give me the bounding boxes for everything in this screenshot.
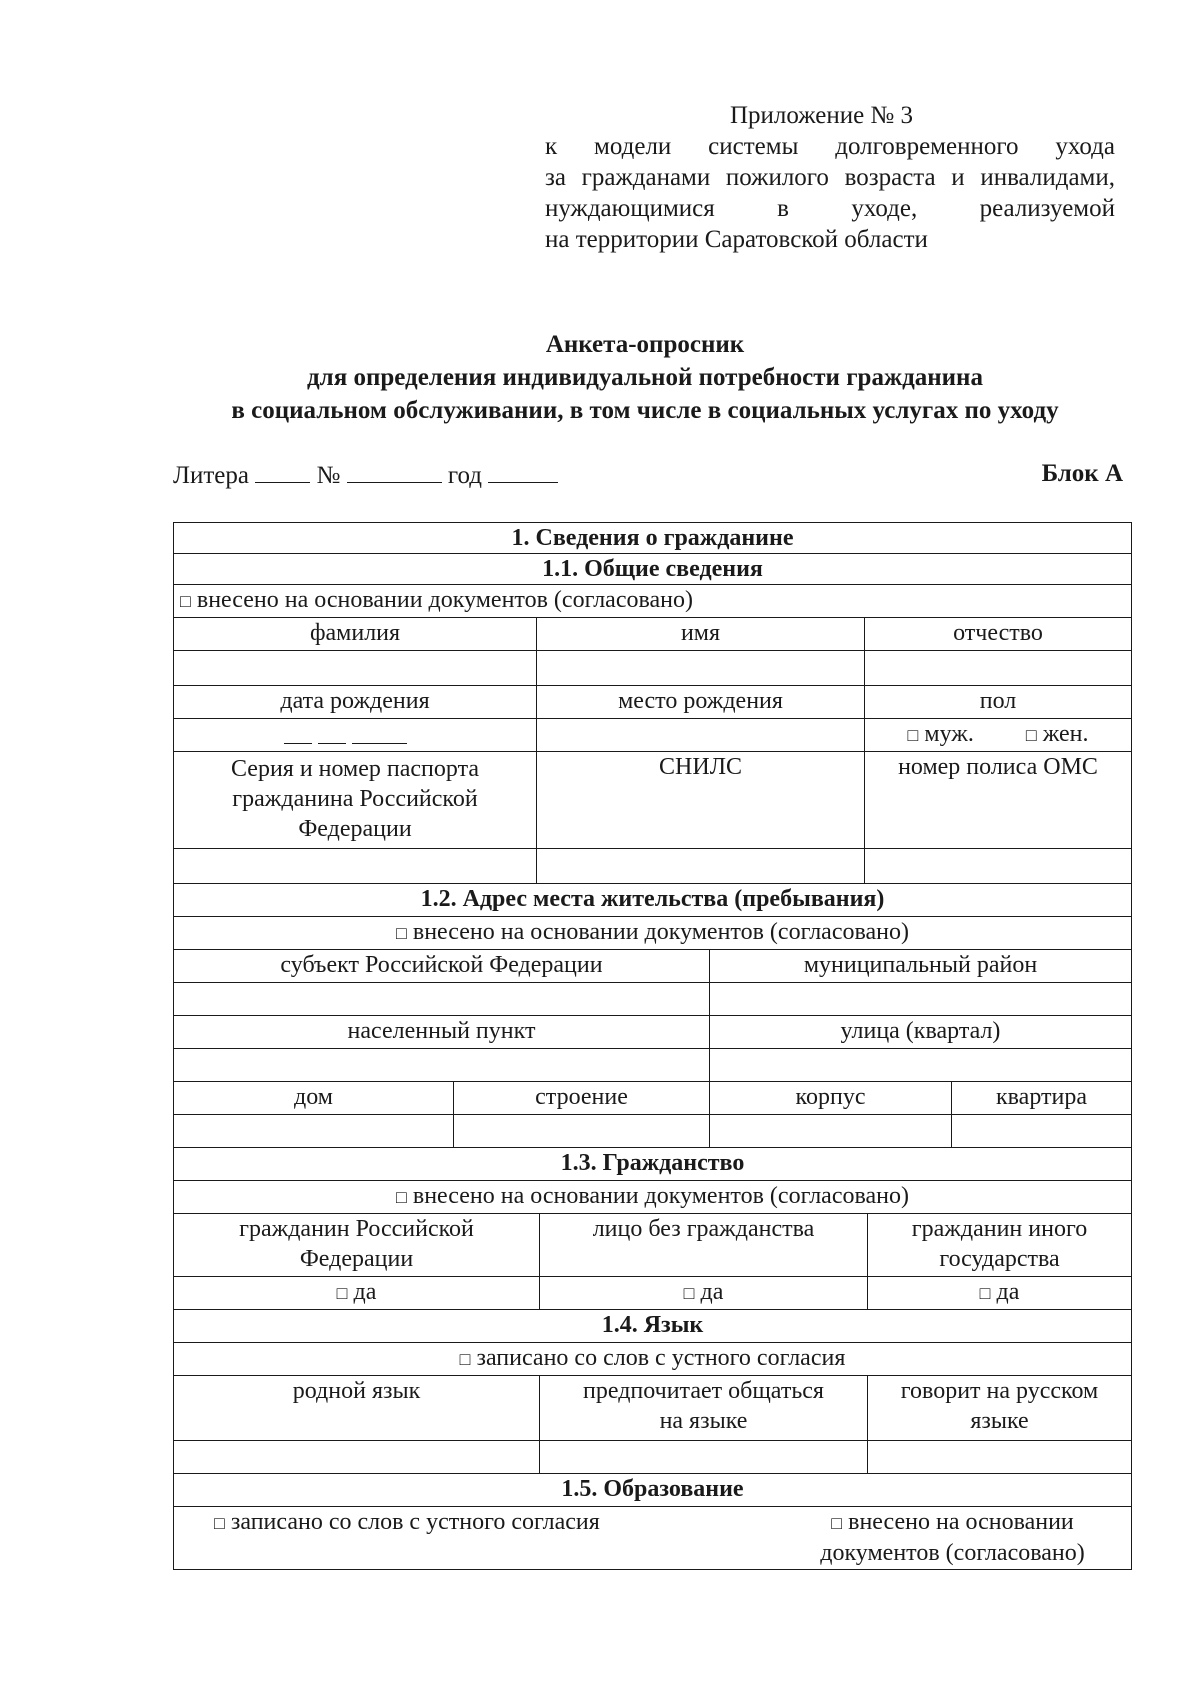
- passport-label: Серия и номер паспорта гражданина Российской Федерации: [174, 752, 537, 848]
- section-1-title: 1. Сведения о гражданине: [511, 525, 794, 551]
- section-1-3-note: [174, 1181, 1131, 1214]
- section-1-1-title: 1.1. Общие сведения: [542, 556, 763, 582]
- section-1-3-header: [174, 1148, 1131, 1181]
- appendix-line-3: нуждающимися в уходе, реализуемой: [545, 195, 1115, 222]
- passport-field[interactable]: [174, 849, 537, 883]
- section-1-1-header: [174, 554, 1131, 585]
- native-language-label: родной язык: [174, 1376, 540, 1440]
- building-label: строение: [454, 1082, 710, 1114]
- section-1-1-note: [174, 585, 1131, 618]
- name-field[interactable]: [537, 651, 865, 685]
- surname-label: фамилия: [174, 618, 537, 650]
- birth-values-row: [174, 719, 1131, 752]
- documents-labels-row: [174, 752, 1131, 849]
- birth-place-label: место рождения: [537, 686, 865, 718]
- yes-label: да: [700, 1279, 724, 1305]
- sex-options: [865, 719, 1131, 751]
- title-line-3: в социальном обслуживании, в том числе в социальных услугах по уходу: [231, 397, 1059, 424]
- education-options-row: [174, 1507, 1131, 1569]
- number-sign: №: [316, 462, 341, 489]
- title-line-2: для определения индивидуальной потребности гражданина: [307, 364, 983, 391]
- oms-label: номер полиса ОМС: [898, 754, 1098, 780]
- street-label: улица (квартал): [840, 1018, 1001, 1044]
- note-text: записано со слов с устного согласия: [476, 1345, 846, 1371]
- checkbox-icon[interactable]: □: [396, 1187, 407, 1207]
- name-labels-row: [174, 618, 1131, 651]
- appendix-header: [545, 100, 1115, 255]
- year-blank[interactable]: [488, 460, 558, 483]
- patronymic-label: отчество: [953, 620, 1043, 646]
- section-1-4-header: [174, 1310, 1131, 1343]
- speaks-russian-label: говорит на русском языке: [900, 1378, 1099, 1434]
- note-cell: [174, 1343, 1131, 1375]
- female-checkbox[interactable]: □: [1025, 725, 1037, 745]
- section-1-2-header: [174, 884, 1131, 917]
- section-1-header: [174, 523, 1131, 554]
- note-text: внесено на основании документов (согласовано): [412, 1183, 909, 1209]
- note-cell: [174, 1181, 1131, 1213]
- house-field[interactable]: [174, 1115, 454, 1147]
- section-1-5-title: 1.5. Образование: [561, 1476, 744, 1502]
- subject-field[interactable]: [174, 983, 710, 1015]
- verbal-label: записано со слов с устного согласия: [230, 1509, 600, 1535]
- education-verbal-option: [174, 1507, 774, 1569]
- preferred-language-field[interactable]: [540, 1441, 868, 1473]
- language-values-row: [174, 1441, 1131, 1474]
- address-values-row-1: [174, 983, 1131, 1016]
- birth-place-field[interactable]: [537, 719, 865, 751]
- language-labels-row: [174, 1376, 1131, 1441]
- documents-label: внесено на основании документов (согласовано): [820, 1509, 1085, 1566]
- number-blank[interactable]: [347, 460, 442, 483]
- appendix-number: Приложение № 3: [730, 102, 914, 129]
- checkbox-icon[interactable]: □: [459, 1349, 471, 1369]
- birth-date-label: дата рождения: [174, 686, 537, 718]
- citizen-rf-option: [174, 1277, 540, 1309]
- surname-field[interactable]: [174, 651, 537, 685]
- documents-values-row: [174, 849, 1131, 884]
- section-1-2-title: 1.2. Адрес места жительства (пребывания): [420, 886, 885, 912]
- education-documents-option: [774, 1507, 1131, 1569]
- korpus-field[interactable]: [710, 1115, 952, 1147]
- name-values-row: [174, 651, 1131, 686]
- male-checkbox[interactable]: □: [907, 725, 919, 745]
- documents-checkbox[interactable]: □: [831, 1513, 843, 1533]
- yes-label: да: [353, 1279, 377, 1305]
- title-line-1: Анкета-опросник: [545, 331, 745, 358]
- snils-field[interactable]: [537, 849, 865, 883]
- note-cell: [174, 585, 1131, 617]
- foreign-option: [868, 1277, 1131, 1309]
- locality-field[interactable]: [174, 1049, 710, 1081]
- apartment-label: квартира: [996, 1084, 1087, 1110]
- speaks-russian-field[interactable]: [868, 1441, 1131, 1473]
- street-field[interactable]: [710, 1049, 1131, 1081]
- checkbox-icon[interactable]: □: [396, 923, 407, 943]
- note-cell: [174, 917, 1131, 949]
- block-label: Блок А: [1041, 460, 1123, 487]
- preferred-language-label: предпочитает общаться на языке: [540, 1376, 868, 1440]
- female-label: жен.: [1042, 721, 1089, 747]
- appendix-line-1: к модели системы долговременного ухода: [545, 133, 1115, 160]
- oms-field[interactable]: [865, 849, 1131, 883]
- citizenship-options-row: [174, 1277, 1131, 1310]
- stateless-option: [540, 1277, 868, 1309]
- litera-blank[interactable]: [255, 460, 310, 483]
- locality-label: населенный пункт: [174, 1016, 710, 1048]
- stateless-label: лицо без гражданства: [540, 1214, 868, 1276]
- subject-label: субъект Российской Федерации: [174, 950, 710, 982]
- district-label: муниципальный район: [803, 952, 1038, 978]
- male-label: муж.: [924, 721, 974, 747]
- address-labels-row-3: [174, 1082, 1131, 1115]
- note-text: внесено на основании документов (согласовано): [196, 587, 693, 613]
- section-1-4-note: [174, 1343, 1131, 1376]
- section-1-3-title: 1.3. Гражданство: [560, 1150, 745, 1176]
- appendix-line-4: на территории Саратовской области: [545, 226, 928, 253]
- address-values-row-2: [174, 1049, 1131, 1082]
- section-1-2-note: [174, 917, 1131, 950]
- snils-label: СНИЛС: [537, 752, 865, 848]
- litera-line: [173, 460, 1123, 490]
- house-label: дом: [174, 1082, 454, 1114]
- citizenship-labels-row: [174, 1214, 1131, 1277]
- address-values-row-3: [174, 1115, 1131, 1148]
- document-title: [120, 328, 1170, 427]
- note-text: внесено на основании документов (согласовано): [412, 919, 909, 945]
- building-field[interactable]: [454, 1115, 710, 1147]
- verbal-checkbox[interactable]: □: [214, 1513, 225, 1533]
- foreign-checkbox[interactable]: □: [979, 1283, 991, 1303]
- district-field[interactable]: [710, 983, 1131, 1015]
- apartment-field[interactable]: [952, 1115, 1131, 1147]
- birth-date-field[interactable]: [174, 719, 537, 751]
- stateless-checkbox[interactable]: □: [683, 1283, 695, 1303]
- checkbox-icon[interactable]: □: [180, 591, 191, 611]
- section-1-4-title: 1.4. Язык: [601, 1312, 704, 1338]
- year-label: год: [447, 462, 482, 489]
- sex-label: пол: [979, 688, 1017, 714]
- address-labels-row-1: [174, 950, 1131, 983]
- birth-labels-row: [174, 686, 1131, 719]
- foreign-label: гражданин иного государства: [911, 1216, 1088, 1272]
- korpus-label: корпус: [710, 1082, 952, 1114]
- citizen-rf-label: гражданин Российской Федерации: [174, 1214, 540, 1276]
- section-1-5-header: [174, 1474, 1131, 1507]
- appendix-line-2: за гражданами пожилого возраста и инвалидами,: [545, 164, 1115, 191]
- name-label: имя: [537, 618, 865, 650]
- yes-label: да: [996, 1279, 1020, 1305]
- litera-label: Литера: [173, 462, 249, 489]
- citizen-rf-checkbox[interactable]: □: [336, 1283, 348, 1303]
- questionnaire-table: [173, 522, 1132, 1570]
- address-labels-row-2: [174, 1016, 1131, 1049]
- patronymic-field[interactable]: [865, 651, 1131, 685]
- native-language-field[interactable]: [174, 1441, 540, 1473]
